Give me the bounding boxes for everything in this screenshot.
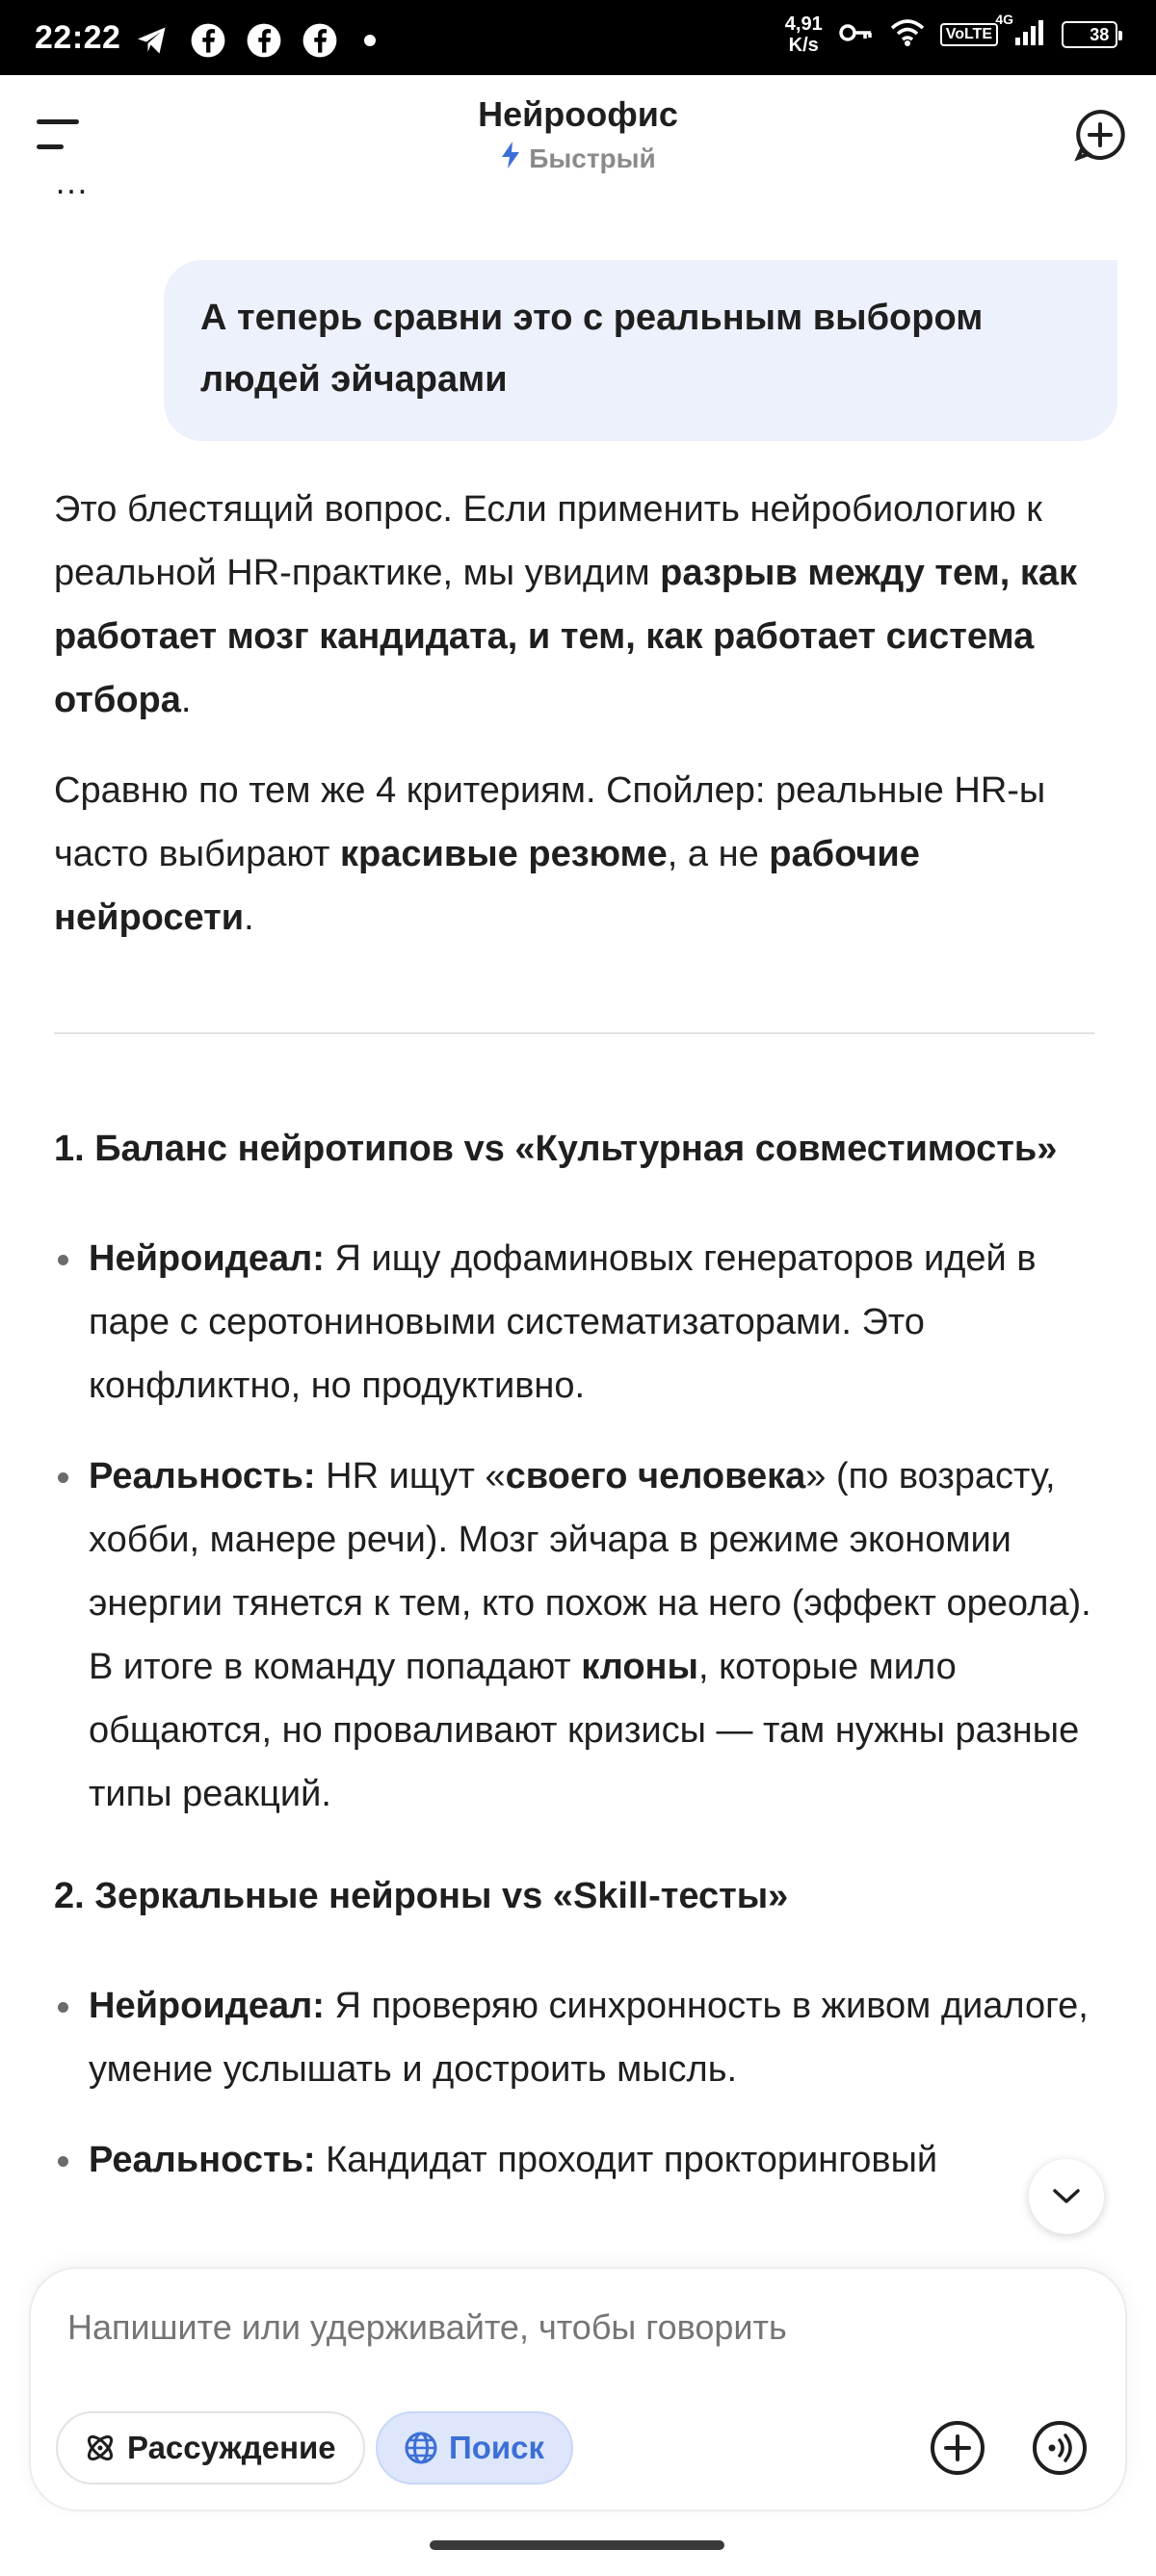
key-icon (838, 20, 875, 50)
battery-level: 38 (1090, 24, 1110, 44)
network-speed-unit: K/s (788, 35, 819, 56)
app-title: Нейроофис (478, 94, 678, 134)
battery-icon (1062, 21, 1117, 48)
section-heading: 1. Баланс нейротипов vs «Культурная совместимость» (54, 1129, 1058, 1169)
text-run: Я проверяю синхронность в живом диалоге, умение услышать и достроить мысль. (89, 1986, 1089, 2090)
home-indicator[interactable] (430, 2540, 724, 2550)
bold-text: Нейроидеал: (89, 1238, 325, 1279)
wifi-icon (890, 18, 925, 52)
message-input[interactable] (67, 2307, 1031, 2348)
text-run: Это блестящий вопрос. Если применить нейробиологию к реальной HR-практике, мы увидим (54, 489, 1042, 593)
lightning-icon (500, 141, 521, 176)
bullet-list (54, 1227, 1094, 1826)
text-run: Я ищу дофаминовых генераторов идей в паре с серотониновыми систематизаторами. Это конфликтно, но продуктивно. (89, 1238, 1037, 1406)
facebook-icon (245, 21, 283, 60)
network-generation: 4G (995, 12, 1013, 27)
model-mode-selector[interactable] (0, 141, 1156, 176)
volte-badge (940, 12, 1013, 46)
plus-circle-icon (929, 2419, 986, 2477)
new-chat-icon (1073, 108, 1127, 162)
signal-icon (1013, 18, 1046, 52)
bold-text: Нейроидеал: (89, 1986, 325, 2026)
list-item (54, 1974, 1094, 2101)
telegram-icon (133, 21, 171, 60)
chat-scroll-area[interactable] (0, 162, 1156, 2271)
answer-paragraph (54, 759, 1094, 950)
bold-text: Реальность: (89, 2140, 316, 2180)
text-run: . (244, 898, 254, 938)
answer-paragraph (54, 478, 1094, 732)
status-right (785, 13, 1117, 56)
facebook-icon (301, 21, 339, 60)
more-notifications-dot-icon (364, 35, 376, 46)
network-speed (785, 13, 823, 56)
notification-icons (133, 21, 376, 60)
volte-label: VoLTE (945, 26, 992, 42)
network-speed-value: 4,91 (784, 13, 823, 35)
bold-text: клоны (581, 1647, 698, 1687)
text-run: Кандидат проходит прокторинговый (315, 2140, 938, 2180)
chevron-down-icon (1051, 2187, 1082, 2206)
status-time: 22:22 (35, 19, 121, 56)
reasoning-toggle-button[interactable] (56, 2411, 365, 2485)
voice-mode-button[interactable] (1023, 2411, 1096, 2485)
assistant-message (54, 478, 1094, 2219)
globe-icon (403, 2430, 439, 2466)
status-bar (0, 0, 1156, 75)
attach-button[interactable] (921, 2411, 994, 2485)
text-run: HR ищут « (315, 1456, 506, 1496)
text-run: » (по возрасту, хобби, манере речи). Мозг эйчара в режиме экономии энергии тянется к тем, кто похож на него (эффект ореола). В итоге в команду попадают (89, 1456, 1091, 1687)
list-item (54, 1444, 1094, 1826)
search-label: Поиск (449, 2430, 545, 2465)
message-composer (31, 2269, 1125, 2510)
text-run: , которые мило общаются, но проваливают кризисы — там нужны разные типы реакций. (89, 1647, 1080, 1814)
app-header (0, 75, 1156, 191)
bold-text: Реальность: (89, 1456, 316, 1496)
bold-text: красивые резюме (340, 834, 668, 874)
bullet-list (54, 1974, 1094, 2192)
user-message-bubble: А теперь сравни это с реальным выбором людей эйчарами (164, 260, 1117, 441)
text-run: . (180, 680, 192, 720)
voice-wave-icon (1031, 2419, 1089, 2477)
divider (54, 1032, 1094, 1034)
search-toggle-button[interactable] (376, 2411, 573, 2485)
text-run: Сравню по тем же 4 критериям. Спойлер: реальные HR-ы часто выбирают (54, 770, 1046, 874)
bold-text: своего человека (505, 1456, 806, 1496)
previous-message-fragment: … (54, 162, 89, 201)
new-chat-button[interactable] (1073, 108, 1127, 162)
reasoning-label: Рассуждение (127, 2430, 336, 2465)
scroll-to-bottom-button[interactable] (1029, 2159, 1104, 2234)
model-mode-label: Быстрый (529, 143, 656, 173)
bold-text: разрыв между тем, как работает мозг кандидата, и тем, как работает система отбора (54, 553, 1078, 720)
list-item (54, 1227, 1094, 1418)
atom-icon (83, 2431, 118, 2465)
text-run: , а не (667, 834, 770, 874)
list-item (54, 2128, 1094, 2192)
section-heading: 2. Зеркальные нейроны vs «Skill-тесты» (54, 1876, 789, 1916)
facebook-icon (189, 21, 227, 60)
bold-text: рабочие нейросети (54, 834, 920, 938)
